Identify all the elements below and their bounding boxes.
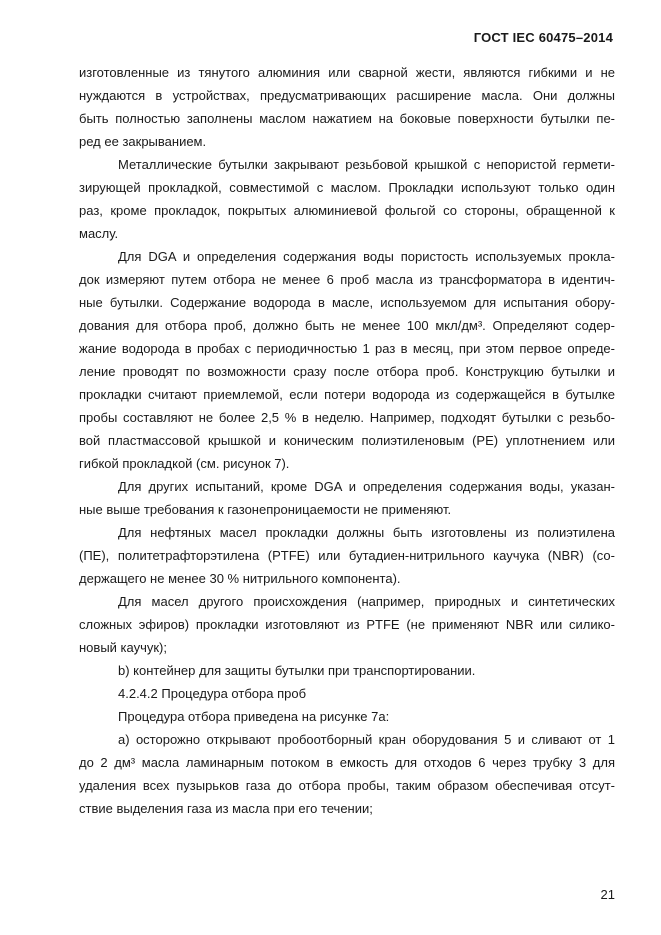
text-line: маслу. bbox=[79, 226, 119, 241]
text-line: Процедура отбора приведена на рисунке 7а: bbox=[118, 709, 390, 724]
text-line: вой пластмассовой крышкой и коническим полиэтиленовым (PE) уплотнением или bbox=[79, 433, 615, 448]
text-line: (ПЕ), политетрафторэтилена (PTFE) или бутадиен-нитрильного каучука (NBR) (со- bbox=[79, 548, 615, 563]
text-line: прокладки считают приемлемой, если потери водорода из содержащейся в бутылке bbox=[79, 387, 615, 402]
paragraph bbox=[79, 590, 615, 659]
text-line: пробы составляют не более 2,5 % в неделю. Например, подходят бутылки с резьбо- bbox=[79, 410, 615, 425]
text-line: 4.2.4.2 Процедура отбора проб bbox=[118, 686, 307, 701]
text-line: раз, кроме прокладок, покрытых алюминиевой фольгой со стороны, обращенной к bbox=[79, 203, 615, 218]
paragraph bbox=[79, 659, 615, 682]
text-line: ред ее закрыванием. bbox=[79, 134, 207, 149]
text-line: Для масел другого происхождения (например, природных и синтетических bbox=[118, 594, 615, 609]
document-body bbox=[79, 61, 615, 820]
text-line: гибкой прокладкой (см. рисунок 7). bbox=[79, 456, 290, 471]
page-number: 21 bbox=[600, 887, 615, 902]
paragraph bbox=[79, 705, 615, 728]
paragraph bbox=[79, 521, 615, 590]
text-line: ные выше требования к газонепроницаемости не применяют. bbox=[79, 502, 452, 517]
text-line: нуждаются в устройствах, предусматривающих расширение масла. Они должны bbox=[79, 88, 615, 103]
text-line: зирующей прокладкой, совместимой с маслом. Прокладки используют только один bbox=[79, 180, 615, 195]
paragraph bbox=[79, 61, 615, 153]
text-line: сложных эфиров) прокладки изготовляют из PTFE (не применяют NBR или силико- bbox=[79, 617, 615, 632]
paragraph bbox=[79, 728, 615, 820]
text-line: Металлические бутылки закрывают резьбовой крышкой с непористой гермети- bbox=[118, 157, 615, 172]
text-line: новый каучук); bbox=[79, 640, 167, 655]
text-line: изготовленные из тянутого алюминия или сварной жести, являются гибкими и не bbox=[79, 65, 615, 80]
paragraph bbox=[79, 153, 615, 245]
paragraph bbox=[79, 475, 615, 521]
text-line: до 2 дм³ масла ламинарным потоком в емкость для отходов 6 через трубку 3 для bbox=[79, 755, 615, 770]
text-line: дования для отбора проб, должно быть не менее 100 мкл/дм³. Определяют содер- bbox=[79, 318, 615, 333]
text-line: быть полностью заполнены маслом нажатием на боковые поверхности бутылки пе- bbox=[79, 111, 615, 126]
text-line: держащего не менее 30 % нитрильного компонента). bbox=[79, 571, 401, 586]
text-line: ление проводят по возможности сразу после отбора проб. Конструкцию бутылки и bbox=[79, 364, 615, 379]
text-line: жание водорода в пробах с периодичностью 1 раз в месяц, при этом первое опреде- bbox=[79, 341, 615, 356]
text-line: а) осторожно открывают пробоотборный кран оборудования 5 и сливают от 1 bbox=[118, 732, 615, 747]
text-line: ные бутылки. Содержание водорода в масле, используемом для испытания обору- bbox=[79, 295, 615, 310]
text-line: ствие выделения газа из масла при его течении; bbox=[79, 801, 373, 816]
text-line: Для нефтяных масел прокладки должны быть изготовлены из полиэтилена bbox=[118, 525, 615, 540]
paragraph bbox=[79, 682, 615, 705]
text-line: док измеряют путем отбора не менее 6 проб масла из трансформатора в идентич- bbox=[79, 272, 615, 287]
standard-header: ГОСТ IEC 60475–2014 bbox=[473, 30, 613, 45]
text-line: b) контейнер для защиты бутылки при транспортировании. bbox=[118, 663, 476, 678]
text-line: Для DGA и определения содержания воды пористость используемых прокла- bbox=[118, 249, 615, 264]
text-line: удаления всех пузырьков газа до отбора пробы, таким образом обеспечивая отсут- bbox=[79, 778, 615, 793]
paragraph bbox=[79, 245, 615, 475]
text-line: Для других испытаний, кроме DGA и определения содержания воды, указан- bbox=[118, 479, 615, 494]
